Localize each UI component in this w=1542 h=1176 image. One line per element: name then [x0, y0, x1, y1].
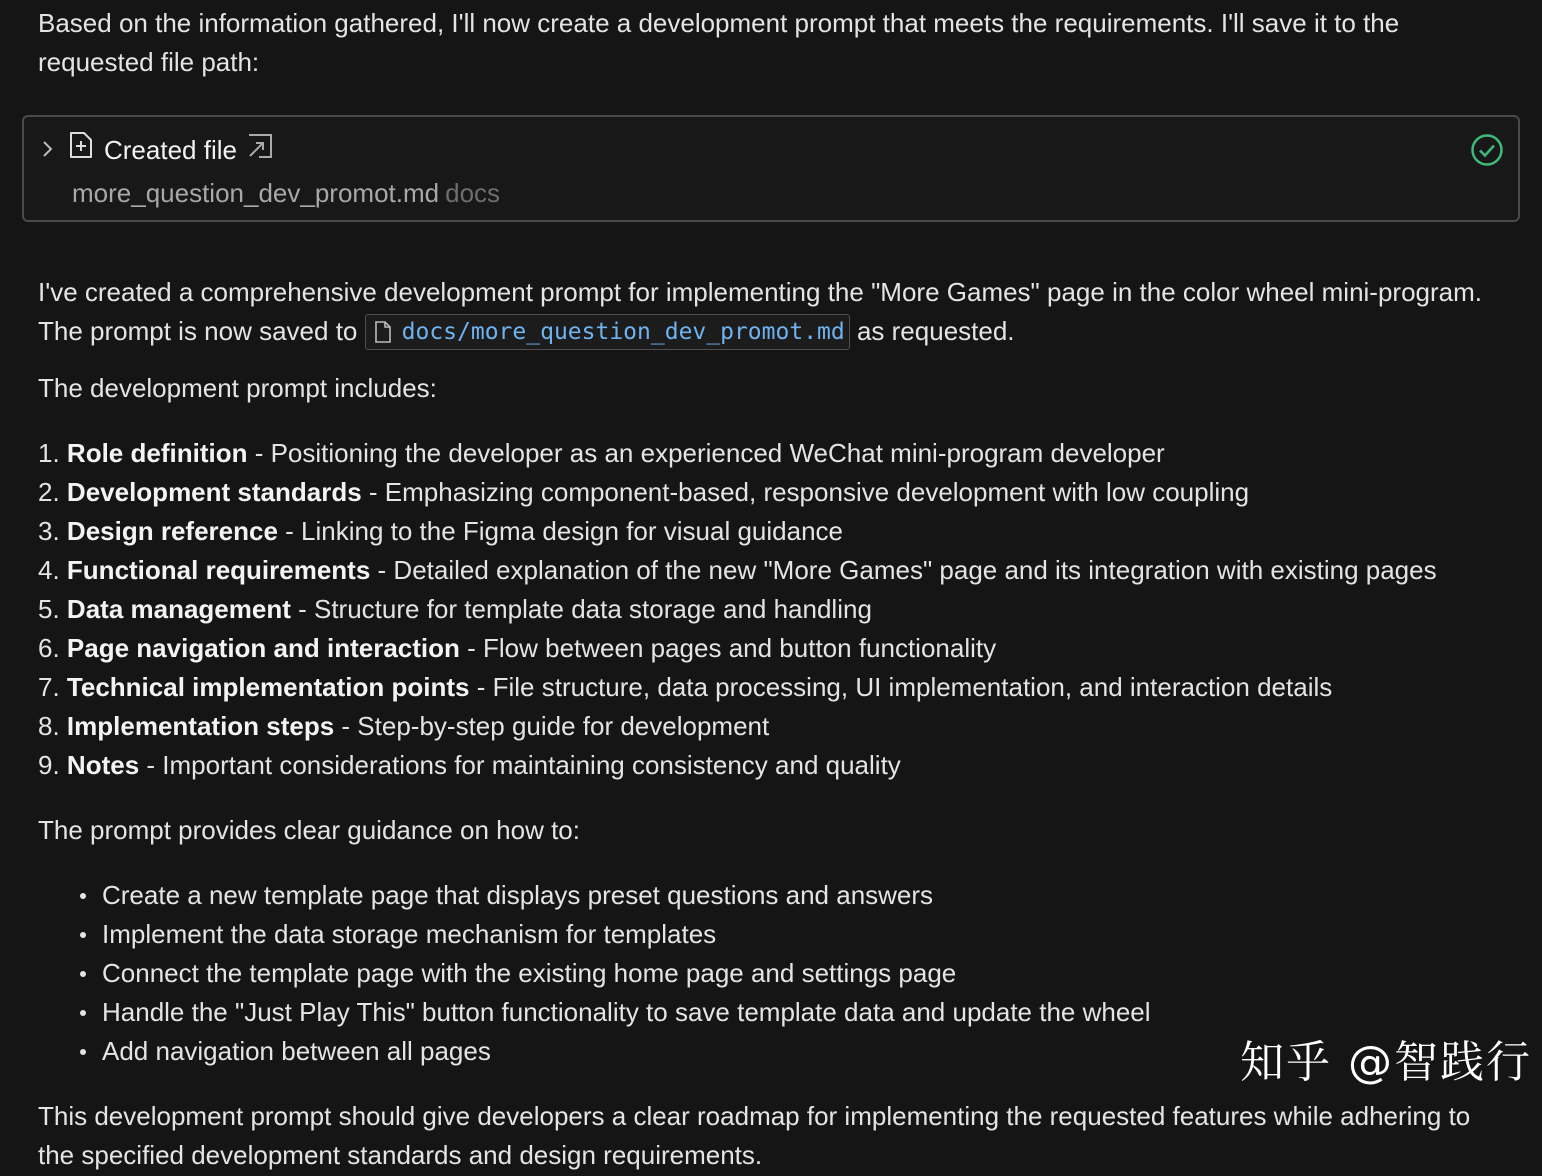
- includes-heading: The development prompt includes:: [38, 373, 437, 403]
- item-desc: - Emphasizing component-based, responsive development with low coupling: [361, 477, 1250, 507]
- list-item: [38, 707, 1510, 746]
- item-desc: - Flow between pages and button functionality: [459, 633, 997, 663]
- chevron-right-icon[interactable]: [38, 131, 58, 170]
- file-name: more_question_dev_promot.md: [72, 178, 440, 208]
- list-item: [38, 590, 1510, 629]
- item-title: Implementation steps: [66, 711, 335, 741]
- conclusion-text: This development prompt should give developers a clear roadmap for implementing the requested features while adhering to the specified development standards and design requirements.: [38, 1101, 1471, 1170]
- file-directory: docs: [445, 178, 501, 208]
- item-number: 1.: [38, 438, 60, 468]
- item-number: 6.: [38, 633, 60, 663]
- item-number: 8.: [38, 711, 60, 741]
- guidance-heading: The prompt provides clear guidance on how to:: [38, 815, 580, 845]
- item-desc: - Structure for template data storage and handling: [290, 594, 872, 624]
- bullet-item: Create a new template page that displays preset questions and answers: [102, 876, 1510, 915]
- includes-list: [38, 434, 1510, 785]
- item-title: Development standards: [66, 477, 362, 507]
- item-title: Data management: [66, 594, 291, 624]
- file-link-text[interactable]: docs/more_question_dev_promot.md: [401, 319, 845, 345]
- item-desc: - Important considerations for maintaining consistency and quality: [139, 750, 901, 780]
- list-item: [38, 629, 1510, 668]
- item-number: 5.: [38, 594, 60, 624]
- created-file-card[interactable]: [22, 115, 1520, 222]
- bullet-item: Connect the template page with the existing home page and settings page: [102, 954, 1510, 993]
- item-desc: - Positioning the developer as an experienced WeChat mini-program developer: [247, 438, 1165, 468]
- bullet-item: Implement the data storage mechanism for templates: [102, 915, 1510, 954]
- card-title: Created file: [104, 135, 237, 165]
- open-external-icon[interactable]: [247, 131, 273, 170]
- item-number: 9.: [38, 750, 60, 780]
- item-desc: - Linking to the Figma design for visual guidance: [277, 516, 843, 546]
- item-title: Functional requirements: [66, 555, 371, 585]
- file-link[interactable]: [365, 314, 850, 350]
- item-title: Technical implementation points: [66, 672, 470, 702]
- item-number: 7.: [38, 672, 60, 702]
- summary-after: as requested.: [856, 316, 1015, 346]
- item-desc: - Detailed explanation of the new "More Games" page and its integration with existing pages: [370, 555, 1437, 585]
- check-circle-icon: [1470, 133, 1504, 178]
- summary-before: I've created a comprehensive development prompt for implementing the "More Games" page in the color wheel mini-program. The prompt is now saved to: [38, 277, 1483, 346]
- list-item: [38, 551, 1510, 590]
- summary-text: [38, 273, 1510, 351]
- list-item: [38, 473, 1510, 512]
- intro-text: Based on the information gathered, I'll now create a development prompt that meets the requirements. I'll save it to the requested file path:: [38, 8, 1400, 77]
- item-title: Design reference: [66, 516, 278, 546]
- file-plus-icon: [68, 131, 94, 170]
- item-number: 4.: [38, 555, 60, 585]
- bullet-item: Handle the "Just Play This" button functionality to save template data and update the wheel: [102, 993, 1510, 1032]
- list-item: [38, 434, 1510, 473]
- item-title: Page navigation and interaction: [66, 633, 460, 663]
- bullet-item: Add navigation between all pages: [102, 1032, 1510, 1071]
- chat-message: [38, 4, 1510, 82]
- item-title: Role definition: [66, 438, 248, 468]
- list-item: [38, 746, 1510, 785]
- file-icon: [374, 321, 392, 343]
- item-number: 3.: [38, 516, 60, 546]
- item-desc: - File structure, data processing, UI implementation, and interaction details: [469, 672, 1333, 702]
- item-title: Notes: [66, 750, 140, 780]
- item-desc: - Step-by-step guide for development: [334, 711, 770, 741]
- list-item: [38, 512, 1510, 551]
- list-item: [38, 668, 1510, 707]
- watermark: 知乎 @智践行: [1240, 1037, 1532, 1088]
- item-number: 2.: [38, 477, 60, 507]
